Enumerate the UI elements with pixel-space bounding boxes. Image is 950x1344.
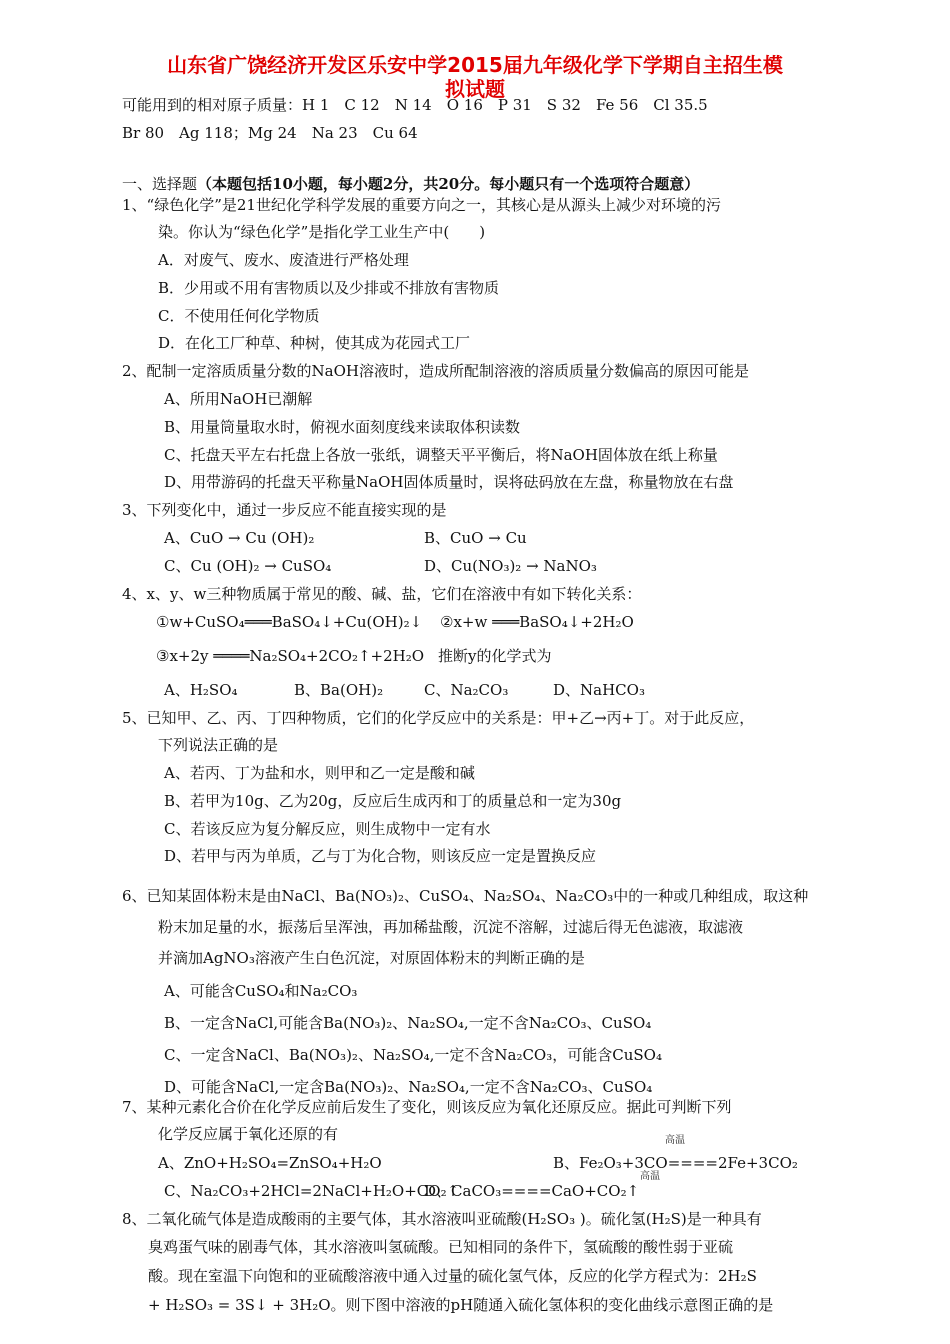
q7-option-d: D、CaCO₃====CaO+CO₂↑ <box>424 1182 640 1200</box>
q5-option-c: C、若该反应为复分解反应，则生成物中一定有水 <box>164 820 491 838</box>
q1-option-a: A．对废气、废水、废渣进行严格处理 <box>158 251 409 269</box>
q5-stem-line-1: 5、已知甲、乙、丙、丁四种物质，它们的化学反应中的关系是：甲+乙→丙+丁。对于此反应， <box>122 709 755 727</box>
q4-equation-2: ②x+w ═══BaSO₄↓+2H₂O <box>440 613 634 631</box>
q7-stem-line-2: 化学反应属于氧化还原的有 <box>158 1125 339 1143</box>
q6-stem-line-3: 并滴加AgNO₃溶液产生白色沉淀，对原固体粉末的判断正确的是 <box>158 949 585 967</box>
page-title: 山东省广饶经济开发区乐安中学2015届九年级化学下学期自主招生模 <box>167 53 783 77</box>
q3-option-b: B、CuO → Cu <box>424 529 527 547</box>
q1-option-d: D．在化工厂种草、种树，使其成为花园式工厂 <box>158 334 471 352</box>
q8-stem-line-1: 8、二氧化硫气体是造成酸雨的主要气体，其水溶液叫亚硫酸(H₂SO₃ )。硫化氢(H₂S)是一种具有 <box>122 1210 762 1228</box>
atomic-masses-line-2: Br 80 Ag 118；Mg 24 Na 23 Cu 64 <box>122 124 418 142</box>
q5-option-d: D、若甲与丙为单质，乙与丁为化合物，则该反应一定是置换反应 <box>164 847 597 865</box>
q4-option-a: A、H₂SO₄ <box>164 681 238 699</box>
q8-stem-line-3: 酸。现在室温下向饱和的亚硫酸溶液中通入过量的硫化氢气体，反应的化学方程式为：2H₂S <box>148 1267 757 1285</box>
q3-option-c: C、Cu (OH)₂ → CuSO₄ <box>164 557 332 575</box>
q7-option-a: A、ZnO+H₂SO₄=ZnSO₄+H₂O <box>158 1154 382 1172</box>
q8-stem-line-2: 臭鸡蛋气味的剧毒气体，其水溶液叫氢硫酸。已知相同的条件下，氢硫酸的酸性弱于亚硫 <box>148 1238 734 1256</box>
q5-stem-line-2: 下列说法正确的是 <box>158 736 279 754</box>
q5-option-b: B、若甲为10g、乙为20g，反应后生成丙和丁的质量总和一定为30g <box>164 792 622 810</box>
q1-stem-line-2: 染。你认为“绿色化学”是指化学工业生产中( ) <box>158 223 486 241</box>
q2-option-b: B、用量筒量取水时，俯视水面刻度线来读取体积读数 <box>164 418 521 436</box>
q2-option-a: A、所用NaOH已潮解 <box>164 390 313 408</box>
q4-question: 推断y的化学式为 <box>438 647 552 665</box>
q3-stem: 3、下列变化中，通过一步反应不能直接实现的是 <box>122 501 447 519</box>
q7-condition-high-temp-d: 高温 <box>640 1171 660 1182</box>
q8-stem-line-4: + H₂SO₃ = 3S↓ + 3H₂O。则下图中溶液的pH随通入硫化氢体积的变化曲线示意图正确的是 <box>148 1296 774 1314</box>
q4-option-d: D、NaHCO₃ <box>553 681 645 699</box>
q6-option-b: B、一定含NaCl,可能含Ba(NO₃)₂、Na₂SO₄,一定不含Na₂CO₃、CuSO₄ <box>164 1014 652 1032</box>
q6-option-d: D、可能含NaCl,一定含Ba(NO₃)₂、Na₂SO₄,一定不含Na₂CO₃、CuSO₄ <box>164 1078 653 1096</box>
q1-option-b: B．少用或不用有害物质以及少排或不排放有害物质 <box>158 279 500 297</box>
q4-option-b: B、Ba(OH)₂ <box>294 681 384 699</box>
q6-option-a: A、可能含CuSO₄和Na₂CO₃ <box>164 982 358 1000</box>
atomic-masses-line-1: 可能用到的相对原子质量：H 1 C 12 N 14 O 16 P 31 S 32 Fe 56 Cl 35.5 <box>122 96 708 114</box>
q1-option-c: C．不使用任何化学物质 <box>158 307 320 325</box>
q7-option-b: B、Fe₂O₃+3CO====2Fe+3CO₂ <box>553 1154 798 1172</box>
q6-option-c: C、一定含NaCl、Ba(NO₃)₂、Na₂SO₄,一定不含Na₂CO₃，可能含CuSO₄ <box>164 1046 662 1064</box>
q5-option-a: A、若丙、丁为盐和水，则甲和乙一定是酸和碱 <box>164 764 475 782</box>
q3-option-d: D、Cu(NO₃)₂ → NaNO₃ <box>424 557 597 575</box>
q7-option-c: C、Na₂CO₃+2HCl=2NaCl+H₂O+CO₂↑ <box>164 1182 460 1200</box>
section-heading <box>122 174 699 194</box>
q3-option-a: A、CuO → Cu (OH)₂ <box>164 529 315 547</box>
q2-stem: 2、配制一定溶质质量分数的NaOH溶液时，造成所配制溶液的溶质质量分数偏高的原因可能是 <box>122 362 749 380</box>
q4-stem: 4、x、y、w三种物质属于常见的酸、碱、盐，它们在溶液中有如下转化关系： <box>122 585 642 603</box>
q7-condition-high-temp-b: 高温 <box>665 1135 685 1146</box>
q4-equation-1: ①w+CuSO₄═══BaSO₄↓+Cu(OH)₂↓ <box>156 613 423 631</box>
section-prefix: 一、选择题 <box>122 175 198 193</box>
section-note: （本题包括10小题，每小题2分，共20分。每小题只有一个选项符合题意） <box>197 175 700 193</box>
q6-stem-line-2: 粉末加足量的水，振荡后呈浑浊，再加稀盐酸，沉淀不溶解，过滤后得无色滤液，取滤液 <box>158 918 744 936</box>
q2-option-c: C、托盘天平左右托盘上各放一张纸，调整天平平衡后，将NaOH固体放在纸上称量 <box>164 446 718 464</box>
q6-stem-line-1: 6、已知某固体粉末是由NaCl、Ba(NO₃)₂、CuSO₄、Na₂SO₄、Na₂CO₃中的一种或几种组成，取这种 <box>122 887 809 905</box>
page-title-continued: 拟试题 <box>445 77 505 101</box>
q4-equation-3: ③x+2y ════Na₂SO₄+2CO₂↑+2H₂O <box>156 647 425 665</box>
q1-stem-line-1: 1、“绿色化学”是21世纪化学科学发展的重要方向之一，其核心是从源头上减少对环境的污 <box>122 196 721 214</box>
q2-option-d: D、用带游码的托盘天平称量NaOH固体质量时，误将砝码放在左盘，称量物放在右盘 <box>164 473 734 491</box>
q4-option-c: C、Na₂CO₃ <box>424 681 509 699</box>
q7-stem-line-1: 7、某种元素化合价在化学反应前后发生了变化，则该反应为氧化还原反应。据此可判断下列 <box>122 1098 732 1116</box>
